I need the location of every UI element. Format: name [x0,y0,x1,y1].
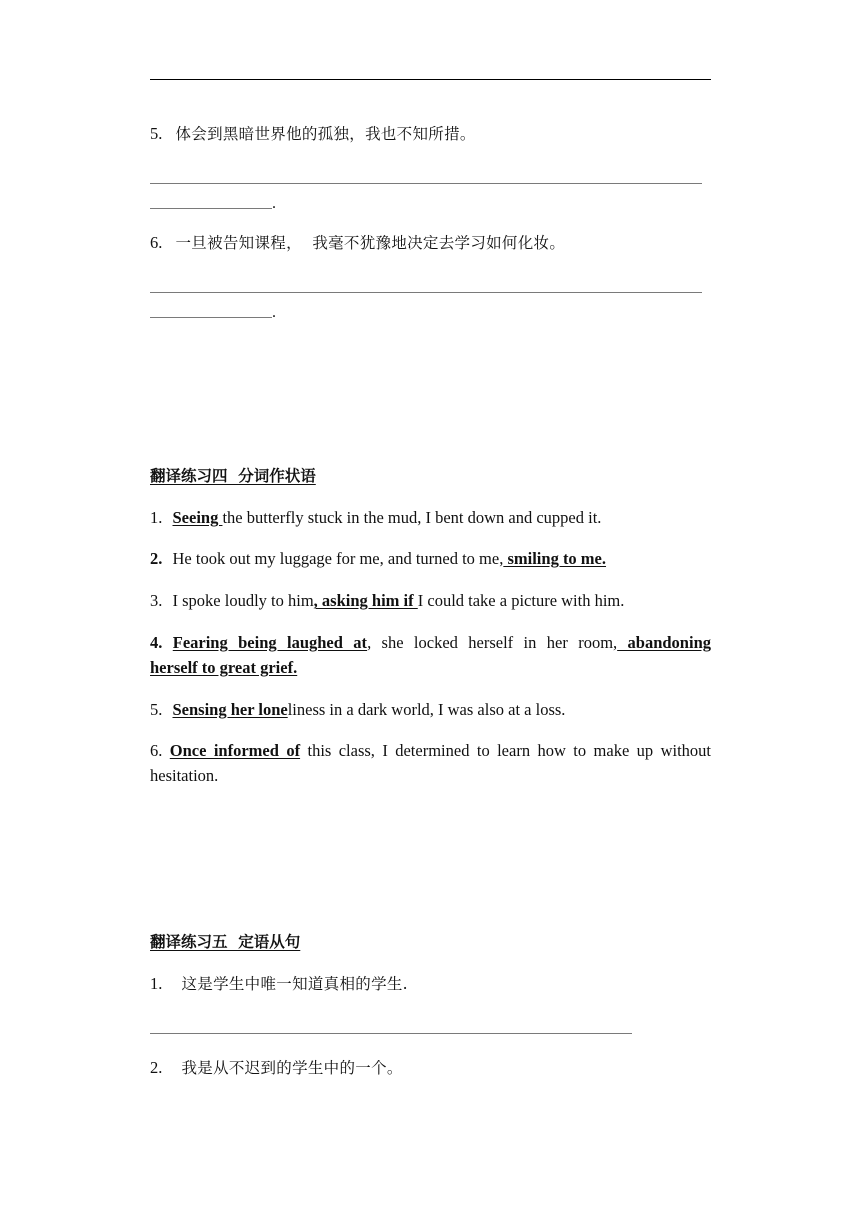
exercise4-item3 [150,590,624,612]
exercise4-item5 [150,699,565,721]
item-number: 2. [150,1058,163,1077]
answer-highlight: abandoning [617,633,711,652]
item-number: 3. [150,591,163,610]
exercise3-item6 [150,233,565,253]
item-text: liness in a dark world, I was also at a loss. [287,700,566,719]
answer-line [150,1033,632,1034]
item-text: the butterfly stuck in the mud, I bent down and cupped it. [222,508,602,527]
item-text: 一旦被告知课程， 我毫不犹豫地决定去学习如何化妆。 [175,234,566,252]
answer-highlight: Seeing [172,508,223,527]
item-number: 2. [150,549,163,568]
answer-highlight: Fearing being laughed at [172,633,368,652]
section-heading: 翻译练习五 定语从句 [150,933,301,951]
answer-line [150,292,702,293]
section-heading: 翻译练习四 分词作状语 [150,467,316,485]
answer-highlight: Once informed of [169,741,301,760]
exercise4-item4-line1 [150,632,711,654]
exercise5-item1 [150,974,408,994]
exercise4-item2 [150,548,606,570]
answer-highlight: herself to great grief. [150,658,298,677]
item-text: He took out my luggage for me, and turned to me, [172,549,504,568]
item-number: 6. [150,233,163,252]
answer-highlight: Sensing her lone [172,700,288,719]
item-number: 5. [150,124,163,143]
answer-highlight: smiling to me. [503,549,607,568]
answer-period: . [272,304,276,321]
answer-line [150,183,702,184]
answer-line [150,208,272,209]
item-number: 4. [150,633,163,652]
item-text: 这是学生中唯一知道真相的学生. [181,975,408,993]
exercise5-item2 [150,1058,403,1078]
item-text: I could take a picture with him. [417,591,625,610]
answer-line [150,317,272,318]
exercise4-item1 [150,507,601,529]
item-number: 1. [150,508,163,527]
answer-highlight: , asking him if [313,591,418,610]
item-number: 6. [150,741,163,760]
exercise4-item4-line2 [150,657,297,679]
item-text: , she locked herself in her room, [367,633,618,652]
exercise4-item6-line1 [150,740,711,762]
answer-period: . [272,195,276,212]
exercise3-item5 [150,124,476,144]
exercise4-item6-line2 [150,765,218,787]
item-text: hesitation. [150,766,219,785]
answer-line [150,79,711,80]
item-number: 1. [150,974,163,993]
item-text: this class, I determined to learn how to make up without [300,741,711,760]
item-text: 我是从不迟到的学生中的一个。 [181,1059,403,1077]
item-text: I spoke loudly to him [172,591,314,610]
item-text: 体会到黑暗世界他的孤独，我也不知所措。 [175,125,476,143]
item-number: 5. [150,700,163,719]
